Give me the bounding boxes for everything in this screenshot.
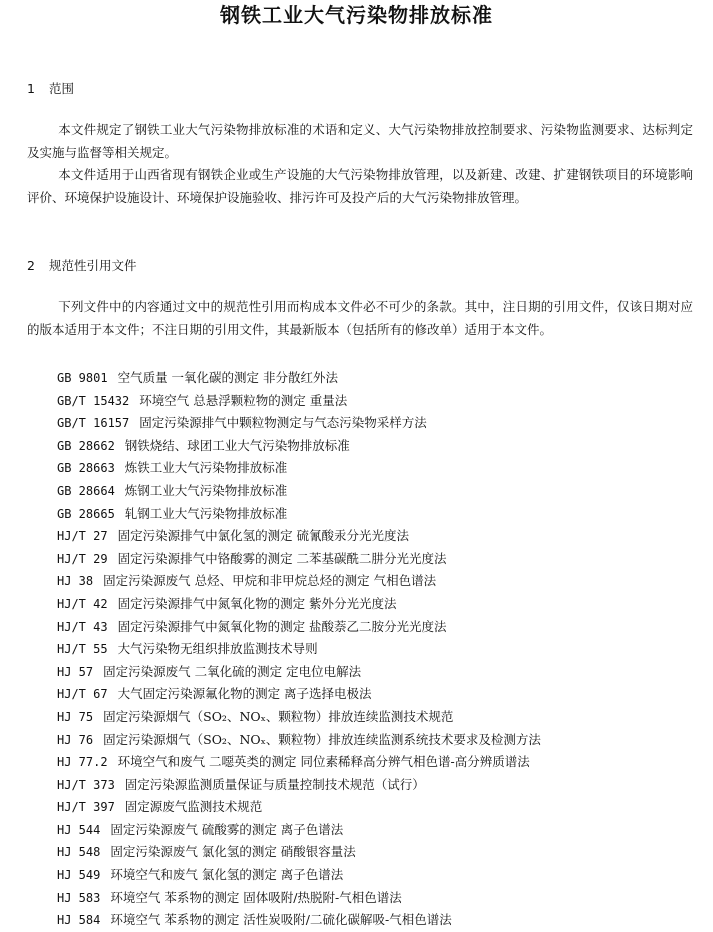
reference-code: HJ 583 (57, 890, 101, 905)
document-title: 钢铁工业大气污染物排放标准 (220, 3, 493, 27)
reference-name: 固定源废气监测技术规范 (124, 799, 263, 815)
section-1-heading (27, 80, 74, 98)
reference-name: 环境空气和废气 氯化氢的测定 离子色谱法 (110, 867, 344, 883)
reference-item (57, 751, 541, 774)
reference-code: HJ 544 (57, 822, 101, 837)
reference-name: 大气污染物无组织排放监测技术导则 (117, 641, 318, 657)
reference-item (57, 503, 541, 526)
reference-code: HJ/T 42 (57, 596, 108, 611)
reference-code: HJ/T 43 (57, 619, 108, 634)
reference-name: 固定污染源废气 硫酸雾的测定 离子色谱法 (110, 821, 344, 837)
reference-code: HJ 77.2 (57, 755, 108, 770)
reference-name: 固定污染源废气 总烃、甲烷和非甲烷总烃的测定 气相色谱法 (103, 573, 437, 589)
reference-code: GB 28665 (57, 506, 115, 521)
reference-name: 轧钢工业大气污染物排放标准 (124, 505, 288, 521)
section-2-title: 规范性引用文件 (49, 258, 137, 273)
reference-item (57, 525, 541, 548)
reference-name: 固定污染源排气中氯化氢的测定 硫氰酸汞分光光度法 (117, 528, 410, 544)
reference-item (57, 887, 541, 910)
reference-item (57, 661, 541, 684)
reference-item (57, 457, 541, 480)
reference-code: HJ 584 (57, 913, 101, 928)
reference-code: GB/T 15432 (57, 393, 130, 408)
reference-item (57, 570, 541, 593)
reference-code: HJ/T 55 (57, 642, 108, 657)
reference-name: 环境空气 总悬浮颗粒物的测定 重量法 (139, 392, 348, 408)
section-1-paragraph-1: 本文件规定了钢铁工业大气污染物排放标准的术语和定义、大气污染物排放控制要求、污染物监测要求、达标判定及实施与监督等相关规定。 (27, 122, 693, 160)
reference-name: 环境空气 苯系物的测定 活性炭吸附/二硫化碳解吸-气相色谱法 (110, 912, 452, 928)
section-2-heading (27, 257, 137, 275)
reference-item (57, 638, 541, 661)
reference-item (57, 864, 541, 887)
reference-code: HJ/T 397 (57, 800, 115, 815)
section-1-number: 1 (27, 81, 35, 96)
reference-code: HJ 548 (57, 845, 101, 860)
reference-code: GB 9801 (57, 371, 108, 385)
reference-list (57, 367, 541, 932)
reference-code: HJ 549 (57, 868, 101, 883)
reference-name: 空气质量 一氧化碳的测定 非分散红外法 (117, 370, 339, 385)
reference-name: 环境空气和废气 二噁英类的测定 同位素稀释高分辨气相色谱-高分辨质谱法 (117, 754, 530, 770)
reference-item (57, 390, 541, 413)
reference-item (57, 841, 541, 864)
reference-code: GB/T 16157 (57, 416, 130, 431)
section-1-paragraph-2: 本文件适用于山西省现有钢铁企业或生产设施的大气污染物排放管理，以及新建、改建、扩建钢铁项目的环境影响评价、环境保护设施设计、环境保护设施验收、排污许可及投产后的大气污染物排放管理。 (27, 167, 693, 205)
reference-name: 大气固定污染源氟化物的测定 离子选择电极法 (117, 686, 372, 702)
reference-name: 固定污染源废气 二氧化硫的测定 定电位电解法 (103, 663, 362, 679)
reference-item (57, 706, 541, 729)
reference-code: GB 28664 (57, 483, 115, 498)
reference-item (57, 819, 541, 842)
reference-item (57, 774, 541, 797)
reference-item (57, 367, 541, 390)
reference-name: 固定污染源废气 氯化氢的测定 硝酸银容量法 (110, 844, 356, 860)
reference-name: 环境空气 苯系物的测定 固体吸附/热脱附-气相色谱法 (110, 889, 402, 905)
reference-code: HJ 38 (57, 574, 94, 589)
reference-name: 炼铁工业大气污染物排放标准 (124, 460, 288, 476)
reference-name: 固定污染源排气中铬酸雾的测定 二苯基碳酰二肼分光光度法 (117, 550, 447, 566)
reference-item (57, 729, 541, 752)
reference-code: HJ 76 (57, 732, 94, 747)
reference-name: 固定污染源烟气（SO₂、NOₓ、颗粒物）排放连续监测系统技术要求及检测方法 (103, 731, 541, 747)
reference-item (57, 480, 541, 503)
reference-code: HJ 75 (57, 709, 94, 724)
reference-item (57, 909, 541, 932)
reference-code: HJ/T 29 (57, 551, 108, 566)
reference-name: 钢铁烧结、球团工业大气污染物排放标准 (124, 437, 350, 453)
reference-name: 固定污染源排气中颗粒物测定与气态污染物采样方法 (139, 415, 427, 431)
reference-item (57, 548, 541, 571)
reference-name: 固定污染源监测质量保证与质量控制技术规范（试行） (124, 776, 425, 792)
reference-item (57, 435, 541, 458)
reference-code: GB 28662 (57, 438, 115, 453)
section-2-number: 2 (27, 258, 35, 273)
reference-item (57, 796, 541, 819)
reference-code: GB 28663 (57, 461, 115, 476)
reference-item (57, 616, 541, 639)
section-1-title: 范围 (49, 81, 75, 96)
reference-name: 固定污染源排气中氮氧化物的测定 盐酸萘乙二胺分光光度法 (117, 618, 447, 634)
reference-code: HJ 57 (57, 664, 94, 679)
reference-name: 炼钢工业大气污染物排放标准 (124, 482, 288, 498)
reference-item (57, 593, 541, 616)
reference-item (57, 683, 541, 706)
reference-item (57, 412, 541, 435)
section-2-intro: 下列文件中的内容通过文中的规范性引用而构成本文件必不可少的条款。其中，注日期的引用文件，仅该日期对应的版本适用于本文件；不注日期的引用文件，其最新版本（包括所有的修改单）适用于本文件。 (27, 299, 693, 337)
reference-name: 固定污染源排气中氮氧化物的测定 紫外分光光度法 (117, 595, 397, 611)
reference-code: HJ/T 373 (57, 777, 115, 792)
reference-name: 固定污染源烟气（SO₂、NOₓ、颗粒物）排放连续监测技术规范 (103, 708, 454, 724)
reference-code: HJ/T 27 (57, 529, 108, 544)
reference-code: HJ/T 67 (57, 687, 108, 702)
